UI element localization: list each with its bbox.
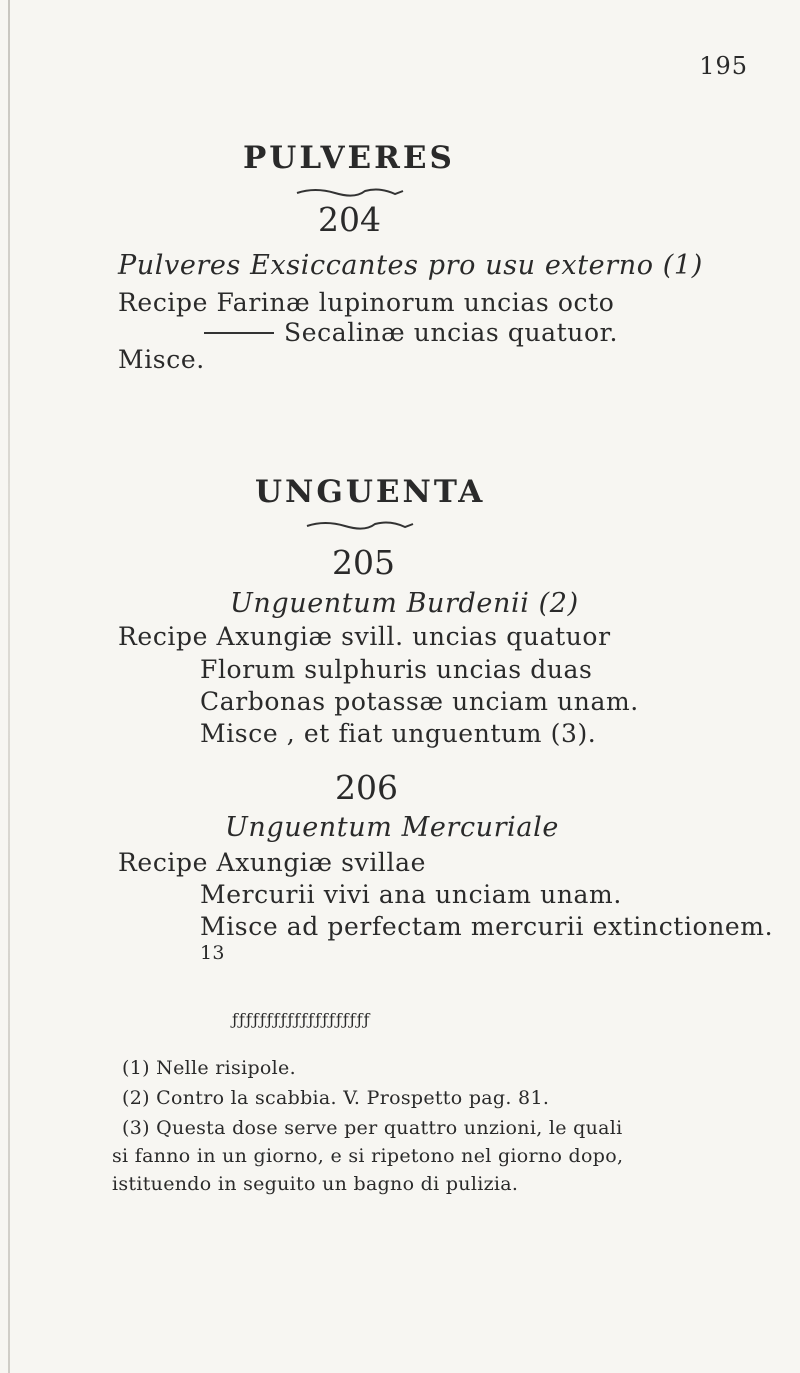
recipe-line: Carbonas potassæ unciam unam.	[200, 687, 639, 716]
footnote: (2) Contro la scabbia. V. Prospetto pag. 81.	[122, 1087, 550, 1109]
footnote: (1) Nelle risipole.	[122, 1057, 296, 1079]
ditto-dash	[204, 332, 274, 334]
note-ref: (1)	[662, 250, 703, 281]
heading-text: Unguentum Mercuriale	[225, 812, 559, 843]
entry-number: 204	[318, 200, 381, 239]
note-ref: (2)	[538, 588, 579, 619]
recipe-line: Misce ad perfectam mercurii extinctionem.	[200, 912, 774, 941]
heading-text: Pulveres Exsiccantes pro usu externo	[118, 250, 654, 281]
footnote: istituendo in seguito un bagno di pulizia.	[112, 1173, 519, 1195]
entry-heading	[230, 588, 579, 619]
recipe-line: Recipe Axungiæ svill. uncias quatuor	[118, 622, 611, 651]
section-title-pulveres: PULVERES	[243, 140, 455, 176]
entry-heading	[118, 250, 703, 281]
recipe-line: Recipe Farinæ lupinorum uncias octo	[118, 288, 615, 317]
page-edge	[8, 0, 10, 1373]
ornament-rule	[295, 185, 405, 199]
page-number: 195	[699, 52, 748, 80]
ornament-rule	[305, 518, 415, 532]
footnote-separator: ƒƒƒƒƒƒƒƒƒƒƒƒƒƒƒƒƒƒƒƒ	[232, 1010, 371, 1029]
section-title-unguenta: UNGUENTA	[255, 474, 486, 510]
entry-number: 205	[332, 543, 395, 582]
entry-number: 206	[335, 768, 398, 807]
entry-heading	[225, 812, 559, 843]
recipe-line: Recipe Axungiæ svillae	[118, 848, 426, 877]
signature-mark: 13	[200, 942, 225, 964]
recipe-line: Secalinæ uncias quatuor.	[284, 318, 619, 347]
recipe-line: Florum sulphuris uncias duas	[200, 655, 593, 684]
recipe-line: Misce.	[118, 345, 205, 374]
heading-text: Unguentum Burdenii	[230, 588, 530, 619]
recipe-line: Misce , et fiat unguentum (3).	[200, 719, 597, 748]
footnote: si fanno in un giorno, e si ripetono nel giorno dopo,	[112, 1145, 624, 1167]
footnote: (3) Questa dose serve per quattro unzioni, le quali	[122, 1117, 623, 1139]
recipe-line: Mercurii vivi ana unciam unam.	[200, 880, 622, 909]
